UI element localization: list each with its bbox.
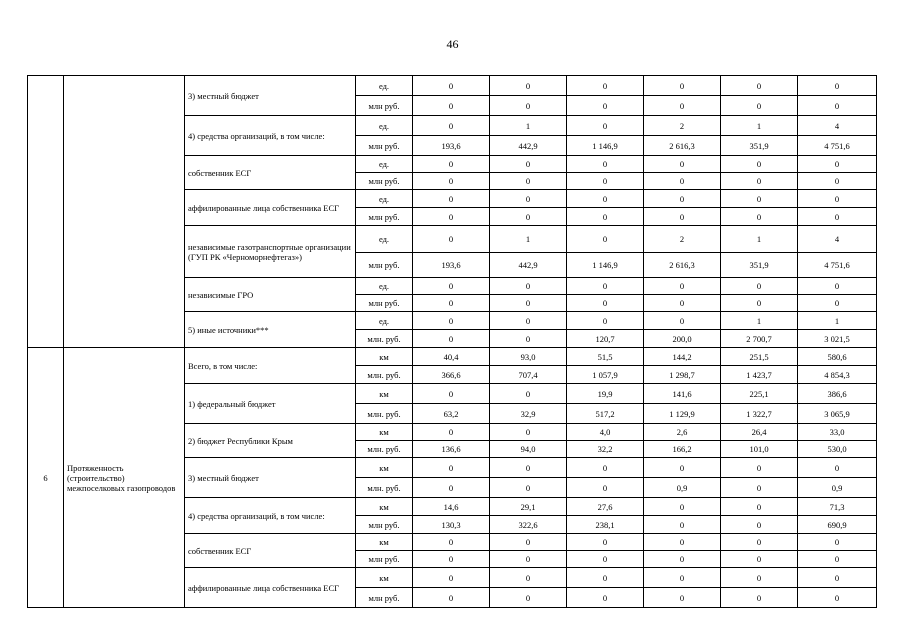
- value-cell: 29,1: [490, 498, 567, 516]
- value-cell: 94,0: [490, 441, 567, 458]
- value-cell: 193,6: [413, 136, 490, 156]
- value-cell: 130,3: [413, 516, 490, 534]
- value-cell: 0: [644, 156, 721, 173]
- value-cell: 0: [798, 295, 877, 312]
- funding-source-label: 2) бюджет Республики Крым: [185, 424, 356, 458]
- value-cell: 0: [644, 208, 721, 226]
- unit-cell: млн. руб.: [356, 366, 413, 384]
- value-cell: 0: [490, 568, 567, 588]
- value-cell: 0: [644, 173, 721, 190]
- unit-cell: км: [356, 384, 413, 404]
- value-cell: 0: [567, 551, 644, 568]
- value-cell: 0: [413, 278, 490, 295]
- value-cell: 26,4: [721, 424, 798, 441]
- value-cell: 238,1: [567, 516, 644, 534]
- value-cell: 0: [413, 96, 490, 116]
- value-cell: 0: [567, 76, 644, 96]
- value-cell: 0: [798, 551, 877, 568]
- value-cell: 0: [644, 534, 721, 551]
- unit-cell: млн руб.: [356, 96, 413, 116]
- value-cell: 4 854,3: [798, 366, 877, 384]
- value-cell: 1: [798, 312, 877, 330]
- value-cell: 120,7: [567, 330, 644, 348]
- unit-cell: ед.: [356, 226, 413, 253]
- value-cell: 0: [567, 226, 644, 253]
- value-cell: 0: [721, 588, 798, 608]
- funding-source-label: собственник ЕСГ: [185, 534, 356, 568]
- unit-cell: км: [356, 458, 413, 478]
- value-cell: 0: [490, 312, 567, 330]
- value-cell: 136,6: [413, 441, 490, 458]
- value-cell: 0: [567, 312, 644, 330]
- value-cell: 0: [798, 278, 877, 295]
- funding-source-label: 4) средства организаций, в том числе:: [185, 498, 356, 534]
- funding-source-label: 4) средства организаций, в том числе:: [185, 116, 356, 156]
- value-cell: 32,2: [567, 441, 644, 458]
- value-cell: 0: [798, 458, 877, 478]
- data-table: [27, 75, 877, 608]
- value-cell: 0: [644, 312, 721, 330]
- unit-cell: км: [356, 498, 413, 516]
- value-cell: 93,0: [490, 348, 567, 366]
- value-cell: 0: [413, 76, 490, 96]
- value-cell: 0: [721, 96, 798, 116]
- value-cell: 3 065,9: [798, 404, 877, 424]
- value-cell: 0: [567, 295, 644, 312]
- value-cell: 0: [413, 458, 490, 478]
- unit-cell: ед.: [356, 312, 413, 330]
- value-cell: 101,0: [721, 441, 798, 458]
- value-cell: 200,0: [644, 330, 721, 348]
- value-cell: 0: [567, 568, 644, 588]
- value-cell: 322,6: [490, 516, 567, 534]
- value-cell: 530,0: [798, 441, 877, 458]
- value-cell: 0: [490, 278, 567, 295]
- value-cell: 0: [644, 278, 721, 295]
- funding-source-label: независимые газотранспортные организации (ГУП РК «Черноморнефтегаз»): [185, 226, 356, 278]
- value-cell: 33,0: [798, 424, 877, 441]
- value-cell: 0: [644, 568, 721, 588]
- value-cell: 0: [721, 498, 798, 516]
- value-cell: 141,6: [644, 384, 721, 404]
- value-cell: 40,4: [413, 348, 490, 366]
- value-cell: 27,6: [567, 498, 644, 516]
- value-cell: 0: [798, 76, 877, 96]
- value-cell: 0: [490, 458, 567, 478]
- funding-source-label: 3) местный бюджет: [185, 458, 356, 498]
- value-cell: 0: [798, 173, 877, 190]
- funding-source-label: аффилированные лица собственника ЕСГ: [185, 190, 356, 226]
- value-cell: 0: [721, 516, 798, 534]
- unit-cell: км: [356, 568, 413, 588]
- value-cell: 0: [567, 96, 644, 116]
- value-cell: 0: [490, 190, 567, 208]
- value-cell: 0: [413, 424, 490, 441]
- value-cell: 0: [490, 384, 567, 404]
- value-cell: 0: [413, 208, 490, 226]
- value-cell: 0: [490, 534, 567, 551]
- value-cell: 4 751,6: [798, 136, 877, 156]
- value-cell: 0: [567, 116, 644, 136]
- value-cell: 0: [798, 96, 877, 116]
- value-cell: 0: [413, 173, 490, 190]
- value-cell: 0: [567, 458, 644, 478]
- unit-cell: млн руб.: [356, 253, 413, 278]
- value-cell: 0: [490, 173, 567, 190]
- unit-cell: ед.: [356, 76, 413, 96]
- value-cell: 1: [721, 116, 798, 136]
- value-cell: 0: [490, 588, 567, 608]
- value-cell: 2: [644, 116, 721, 136]
- value-cell: 0: [413, 568, 490, 588]
- unit-cell: млн. руб.: [356, 441, 413, 458]
- value-cell: 251,5: [721, 348, 798, 366]
- value-cell: 14,6: [413, 498, 490, 516]
- value-cell: 351,9: [721, 253, 798, 278]
- value-cell: 707,4: [490, 366, 567, 384]
- value-cell: 0: [413, 551, 490, 568]
- value-cell: 0: [567, 173, 644, 190]
- value-cell: 32,9: [490, 404, 567, 424]
- value-cell: 2 616,3: [644, 136, 721, 156]
- table-body: [28, 76, 877, 608]
- value-cell: 0: [413, 312, 490, 330]
- value-cell: 1 146,9: [567, 136, 644, 156]
- value-cell: 0: [413, 534, 490, 551]
- value-cell: 1: [721, 312, 798, 330]
- value-cell: 580,6: [798, 348, 877, 366]
- value-cell: 0: [798, 534, 877, 551]
- value-cell: 19,9: [567, 384, 644, 404]
- value-cell: 0: [413, 478, 490, 498]
- unit-cell: млн руб.: [356, 516, 413, 534]
- table-row: [28, 76, 877, 96]
- section-name: Протяженность (строительство) межпоселковых газопроводов: [64, 348, 185, 608]
- value-cell: 0: [798, 208, 877, 226]
- funding-source-label: 5) иные источники***: [185, 312, 356, 348]
- value-cell: 1: [490, 226, 567, 253]
- value-cell: 166,2: [644, 441, 721, 458]
- unit-cell: км: [356, 534, 413, 551]
- section-number: 6: [28, 348, 64, 608]
- unit-cell: ед.: [356, 116, 413, 136]
- value-cell: 0: [490, 96, 567, 116]
- unit-cell: млн руб.: [356, 173, 413, 190]
- value-cell: 1 146,9: [567, 253, 644, 278]
- value-cell: 2 616,3: [644, 253, 721, 278]
- page-number: 46: [446, 37, 459, 51]
- value-cell: 0: [490, 295, 567, 312]
- funding-source-label: аффилированные лица собственника ЕСГ: [185, 568, 356, 608]
- value-cell: 4,0: [567, 424, 644, 441]
- value-cell: 0: [567, 208, 644, 226]
- value-cell: 0: [490, 208, 567, 226]
- value-cell: 2: [644, 226, 721, 253]
- value-cell: 1 322,7: [721, 404, 798, 424]
- value-cell: 193,6: [413, 253, 490, 278]
- value-cell: 0: [413, 295, 490, 312]
- value-cell: 0: [644, 588, 721, 608]
- value-cell: 3 021,5: [798, 330, 877, 348]
- value-cell: 0: [644, 295, 721, 312]
- value-cell: 0: [413, 226, 490, 253]
- value-cell: 0: [490, 551, 567, 568]
- value-cell: 0: [798, 156, 877, 173]
- value-cell: 517,2: [567, 404, 644, 424]
- value-cell: 0: [721, 156, 798, 173]
- value-cell: 0: [721, 190, 798, 208]
- value-cell: 442,9: [490, 136, 567, 156]
- unit-cell: млн руб.: [356, 136, 413, 156]
- unit-cell: км: [356, 348, 413, 366]
- value-cell: 0: [644, 190, 721, 208]
- value-cell: 0: [644, 516, 721, 534]
- unit-cell: ед.: [356, 190, 413, 208]
- value-cell: 63,2: [413, 404, 490, 424]
- funding-source-label: Всего, в том числе:: [185, 348, 356, 384]
- section-name: [64, 76, 185, 348]
- value-cell: 0: [413, 384, 490, 404]
- value-cell: 0: [644, 498, 721, 516]
- value-cell: 0: [721, 534, 798, 551]
- funding-source-label: 3) местный бюджет: [185, 76, 356, 116]
- value-cell: 0: [721, 208, 798, 226]
- value-cell: 0: [644, 551, 721, 568]
- value-cell: 0: [721, 478, 798, 498]
- value-cell: 386,6: [798, 384, 877, 404]
- unit-cell: млн руб.: [356, 208, 413, 226]
- value-cell: 0: [413, 116, 490, 136]
- value-cell: 0: [644, 96, 721, 116]
- value-cell: 0: [567, 190, 644, 208]
- value-cell: 0: [413, 156, 490, 173]
- value-cell: 0: [413, 330, 490, 348]
- value-cell: 0: [490, 424, 567, 441]
- unit-cell: млн. руб.: [356, 478, 413, 498]
- value-cell: 4 751,6: [798, 253, 877, 278]
- value-cell: 1 423,7: [721, 366, 798, 384]
- value-cell: 0: [567, 588, 644, 608]
- value-cell: 1 298,7: [644, 366, 721, 384]
- value-cell: 0: [721, 76, 798, 96]
- value-cell: 0: [644, 458, 721, 478]
- value-cell: 0: [721, 458, 798, 478]
- value-cell: 144,2: [644, 348, 721, 366]
- value-cell: 0: [413, 588, 490, 608]
- table-row: [28, 348, 877, 366]
- funding-source-label: собственник ЕСГ: [185, 156, 356, 190]
- unit-cell: млн. руб.: [356, 404, 413, 424]
- unit-cell: млн руб.: [356, 551, 413, 568]
- value-cell: 51,5: [567, 348, 644, 366]
- value-cell: 0: [567, 278, 644, 295]
- value-cell: 0: [567, 156, 644, 173]
- value-cell: 0: [490, 156, 567, 173]
- value-cell: 0: [721, 295, 798, 312]
- value-cell: 351,9: [721, 136, 798, 156]
- value-cell: 442,9: [490, 253, 567, 278]
- value-cell: 0: [567, 534, 644, 551]
- unit-cell: км: [356, 424, 413, 441]
- value-cell: 0: [798, 190, 877, 208]
- value-cell: 0: [798, 568, 877, 588]
- value-cell: 0: [721, 173, 798, 190]
- value-cell: 366,6: [413, 366, 490, 384]
- unit-cell: млн. руб.: [356, 330, 413, 348]
- value-cell: 71,3: [798, 498, 877, 516]
- funding-source-label: независимые ГРО: [185, 278, 356, 312]
- unit-cell: млн руб.: [356, 588, 413, 608]
- value-cell: 1: [490, 116, 567, 136]
- section-number: [28, 76, 64, 348]
- value-cell: 225,1: [721, 384, 798, 404]
- value-cell: 0: [413, 190, 490, 208]
- value-cell: 0: [644, 76, 721, 96]
- value-cell: 0,9: [644, 478, 721, 498]
- unit-cell: ед.: [356, 278, 413, 295]
- unit-cell: ед.: [356, 156, 413, 173]
- value-cell: 4: [798, 116, 877, 136]
- value-cell: 1 057,9: [567, 366, 644, 384]
- value-cell: 690,9: [798, 516, 877, 534]
- value-cell: 0,9: [798, 478, 877, 498]
- unit-cell: млн руб.: [356, 295, 413, 312]
- value-cell: 0: [721, 551, 798, 568]
- value-cell: 2 700,7: [721, 330, 798, 348]
- value-cell: 0: [567, 478, 644, 498]
- value-cell: 0: [490, 478, 567, 498]
- value-cell: 0: [721, 278, 798, 295]
- value-cell: 0: [798, 588, 877, 608]
- value-cell: 1: [721, 226, 798, 253]
- funding-source-label: 1) федеральный бюджет: [185, 384, 356, 424]
- value-cell: 4: [798, 226, 877, 253]
- value-cell: 0: [490, 76, 567, 96]
- value-cell: 0: [490, 330, 567, 348]
- value-cell: 1 129,9: [644, 404, 721, 424]
- value-cell: 2,6: [644, 424, 721, 441]
- value-cell: 0: [721, 568, 798, 588]
